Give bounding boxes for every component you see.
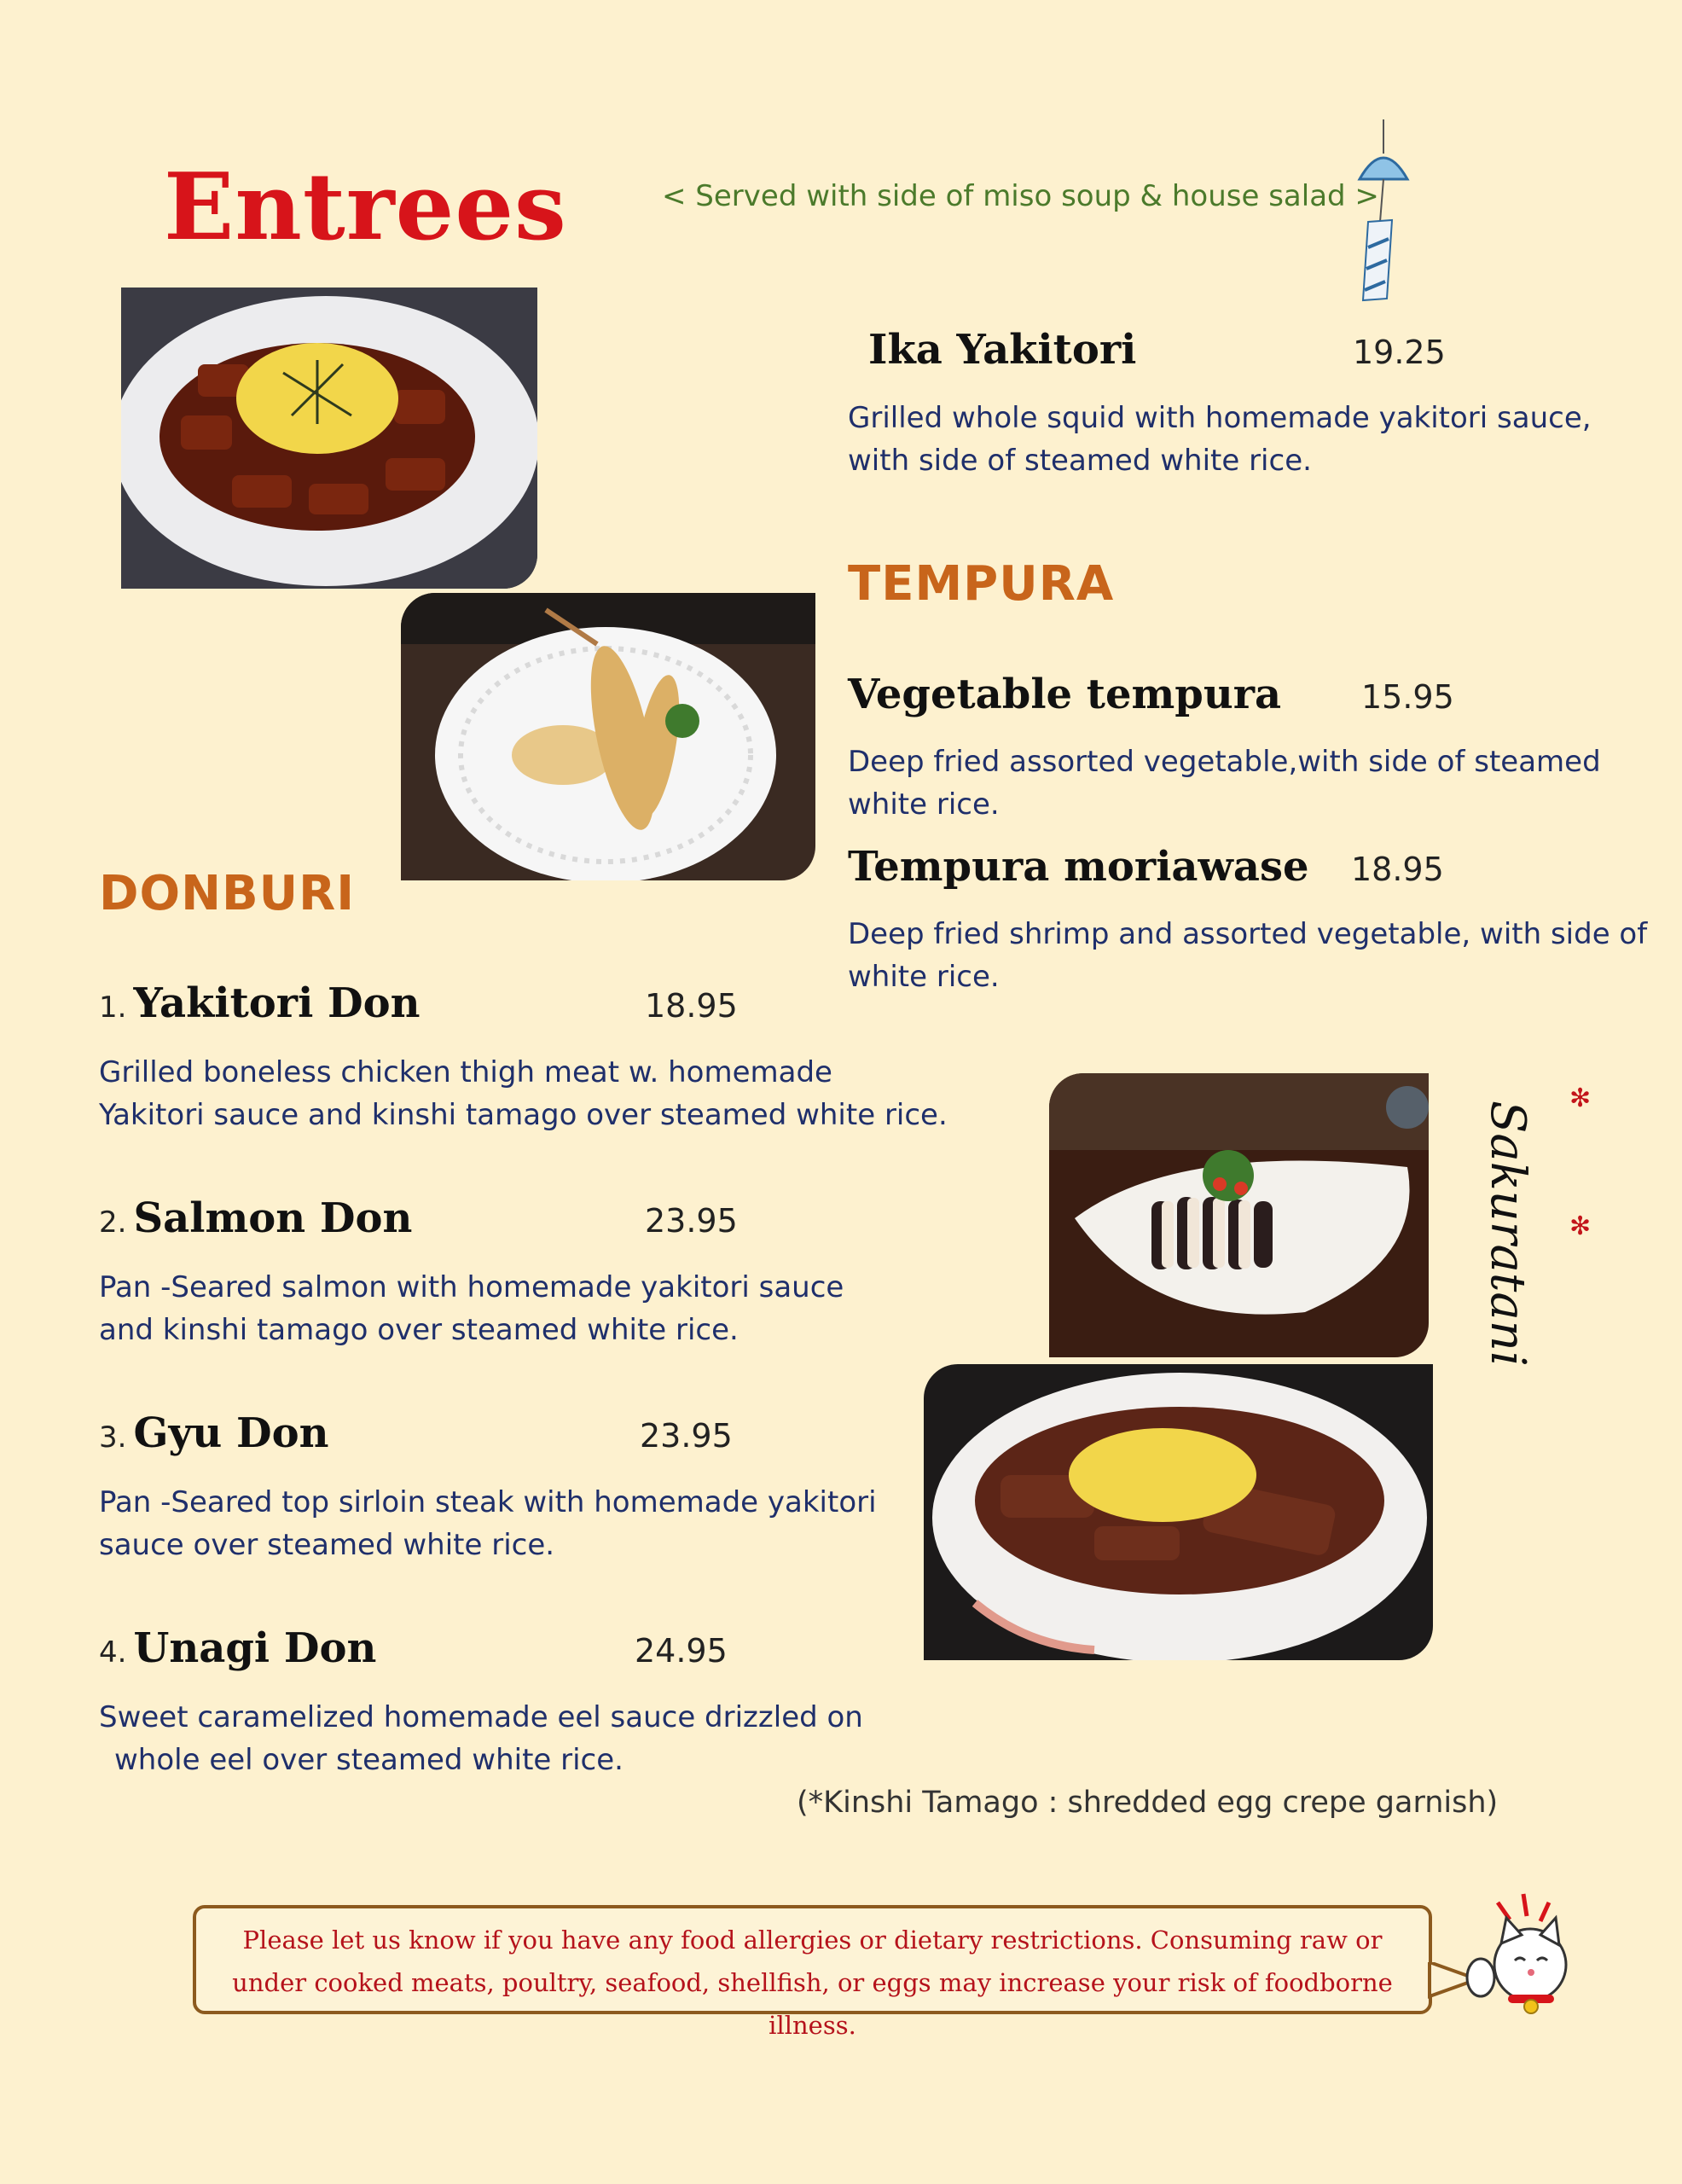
sakura-icon: ✻: [1569, 1083, 1592, 1113]
item-price: 24.95: [635, 1632, 728, 1670]
menu-item-name: [99, 1194, 412, 1242]
item-price: 15.95: [1361, 678, 1454, 716]
item-price: 18.95: [1351, 851, 1444, 888]
item-number: 2.: [99, 1205, 127, 1240]
item-price: 19.25: [1353, 334, 1446, 371]
lucky-cat-icon: [1464, 1892, 1575, 2032]
gyu-don-photo: [924, 1364, 1433, 1660]
page-subtitle: < Served with side of miso soup & house salad >: [662, 179, 1379, 213]
item-number: 1.: [99, 990, 127, 1025]
item-price: 18.95: [645, 987, 738, 1025]
menu-item-name: [99, 1409, 328, 1457]
donburi-heading: DONBURI: [99, 866, 356, 921]
page-title: Entrees: [164, 154, 567, 261]
item-description: Pan -Seared top sirloin steak with homemade yakitori sauce over steamed white rice.: [99, 1485, 877, 1562]
item-description: Sweet caramelized homemade eel sauce drizzled on whole eel over steamed white rice.: [99, 1700, 863, 1777]
item-description: Grilled whole squid with homemade yakitori sauce, with side of steamed white rice.: [848, 401, 1592, 478]
menu-item-name: Vegetable tempura: [848, 671, 1282, 718]
item-description: Deep fried shrimp and assorted vegetable, with side of white rice.: [848, 917, 1648, 994]
item-description: Grilled boneless chicken thigh meat w. homemade Yakitori sauce and kinshi tamago over steamed white rice.: [99, 1055, 948, 1132]
item-description: Deep fried assorted vegetable,with side of steamed white rice.: [848, 745, 1601, 822]
unagi-don-photo: [121, 288, 537, 589]
item-title: Salmon Don: [133, 1194, 413, 1242]
menu-item-name: [99, 1624, 376, 1672]
menu-item-name: Ika Yakitori: [868, 326, 1137, 374]
wind-chime-icon: [1349, 119, 1418, 311]
tempura-photo: [401, 593, 815, 880]
item-price: 23.95: [640, 1417, 733, 1455]
menu-item-name: Tempura moriawase: [848, 843, 1309, 891]
item-title: Gyu Don: [133, 1409, 329, 1457]
item-title: Yakitori Don: [133, 979, 420, 1027]
ika-yakitori-photo: [1049, 1073, 1429, 1357]
kinshi-tamago-note: (*Kinshi Tamago : shredded egg crepe garnish): [797, 1786, 1499, 1820]
item-price: 23.95: [645, 1202, 738, 1240]
item-title: Unagi Don: [133, 1624, 377, 1672]
tempura-heading: TEMPURA: [848, 556, 1115, 612]
brand-logo: Sakuratani: [1480, 1101, 1535, 1367]
item-description: Pan -Seared salmon with homemade yakitori sauce and kinshi tamago over steamed white rice.: [99, 1270, 844, 1347]
menu-item-name: [99, 979, 420, 1027]
sakura-icon: ✻: [1569, 1211, 1592, 1241]
item-number: 4.: [99, 1635, 127, 1670]
item-number: 3.: [99, 1420, 127, 1455]
allergy-warning-box: Please let us know if you have any food allergies or dietary restrictions. Consuming raw or under cooked meats, poultry, seafood, shellfish, or eggs may increase your risk of foodborne illness.: [193, 1905, 1432, 2014]
